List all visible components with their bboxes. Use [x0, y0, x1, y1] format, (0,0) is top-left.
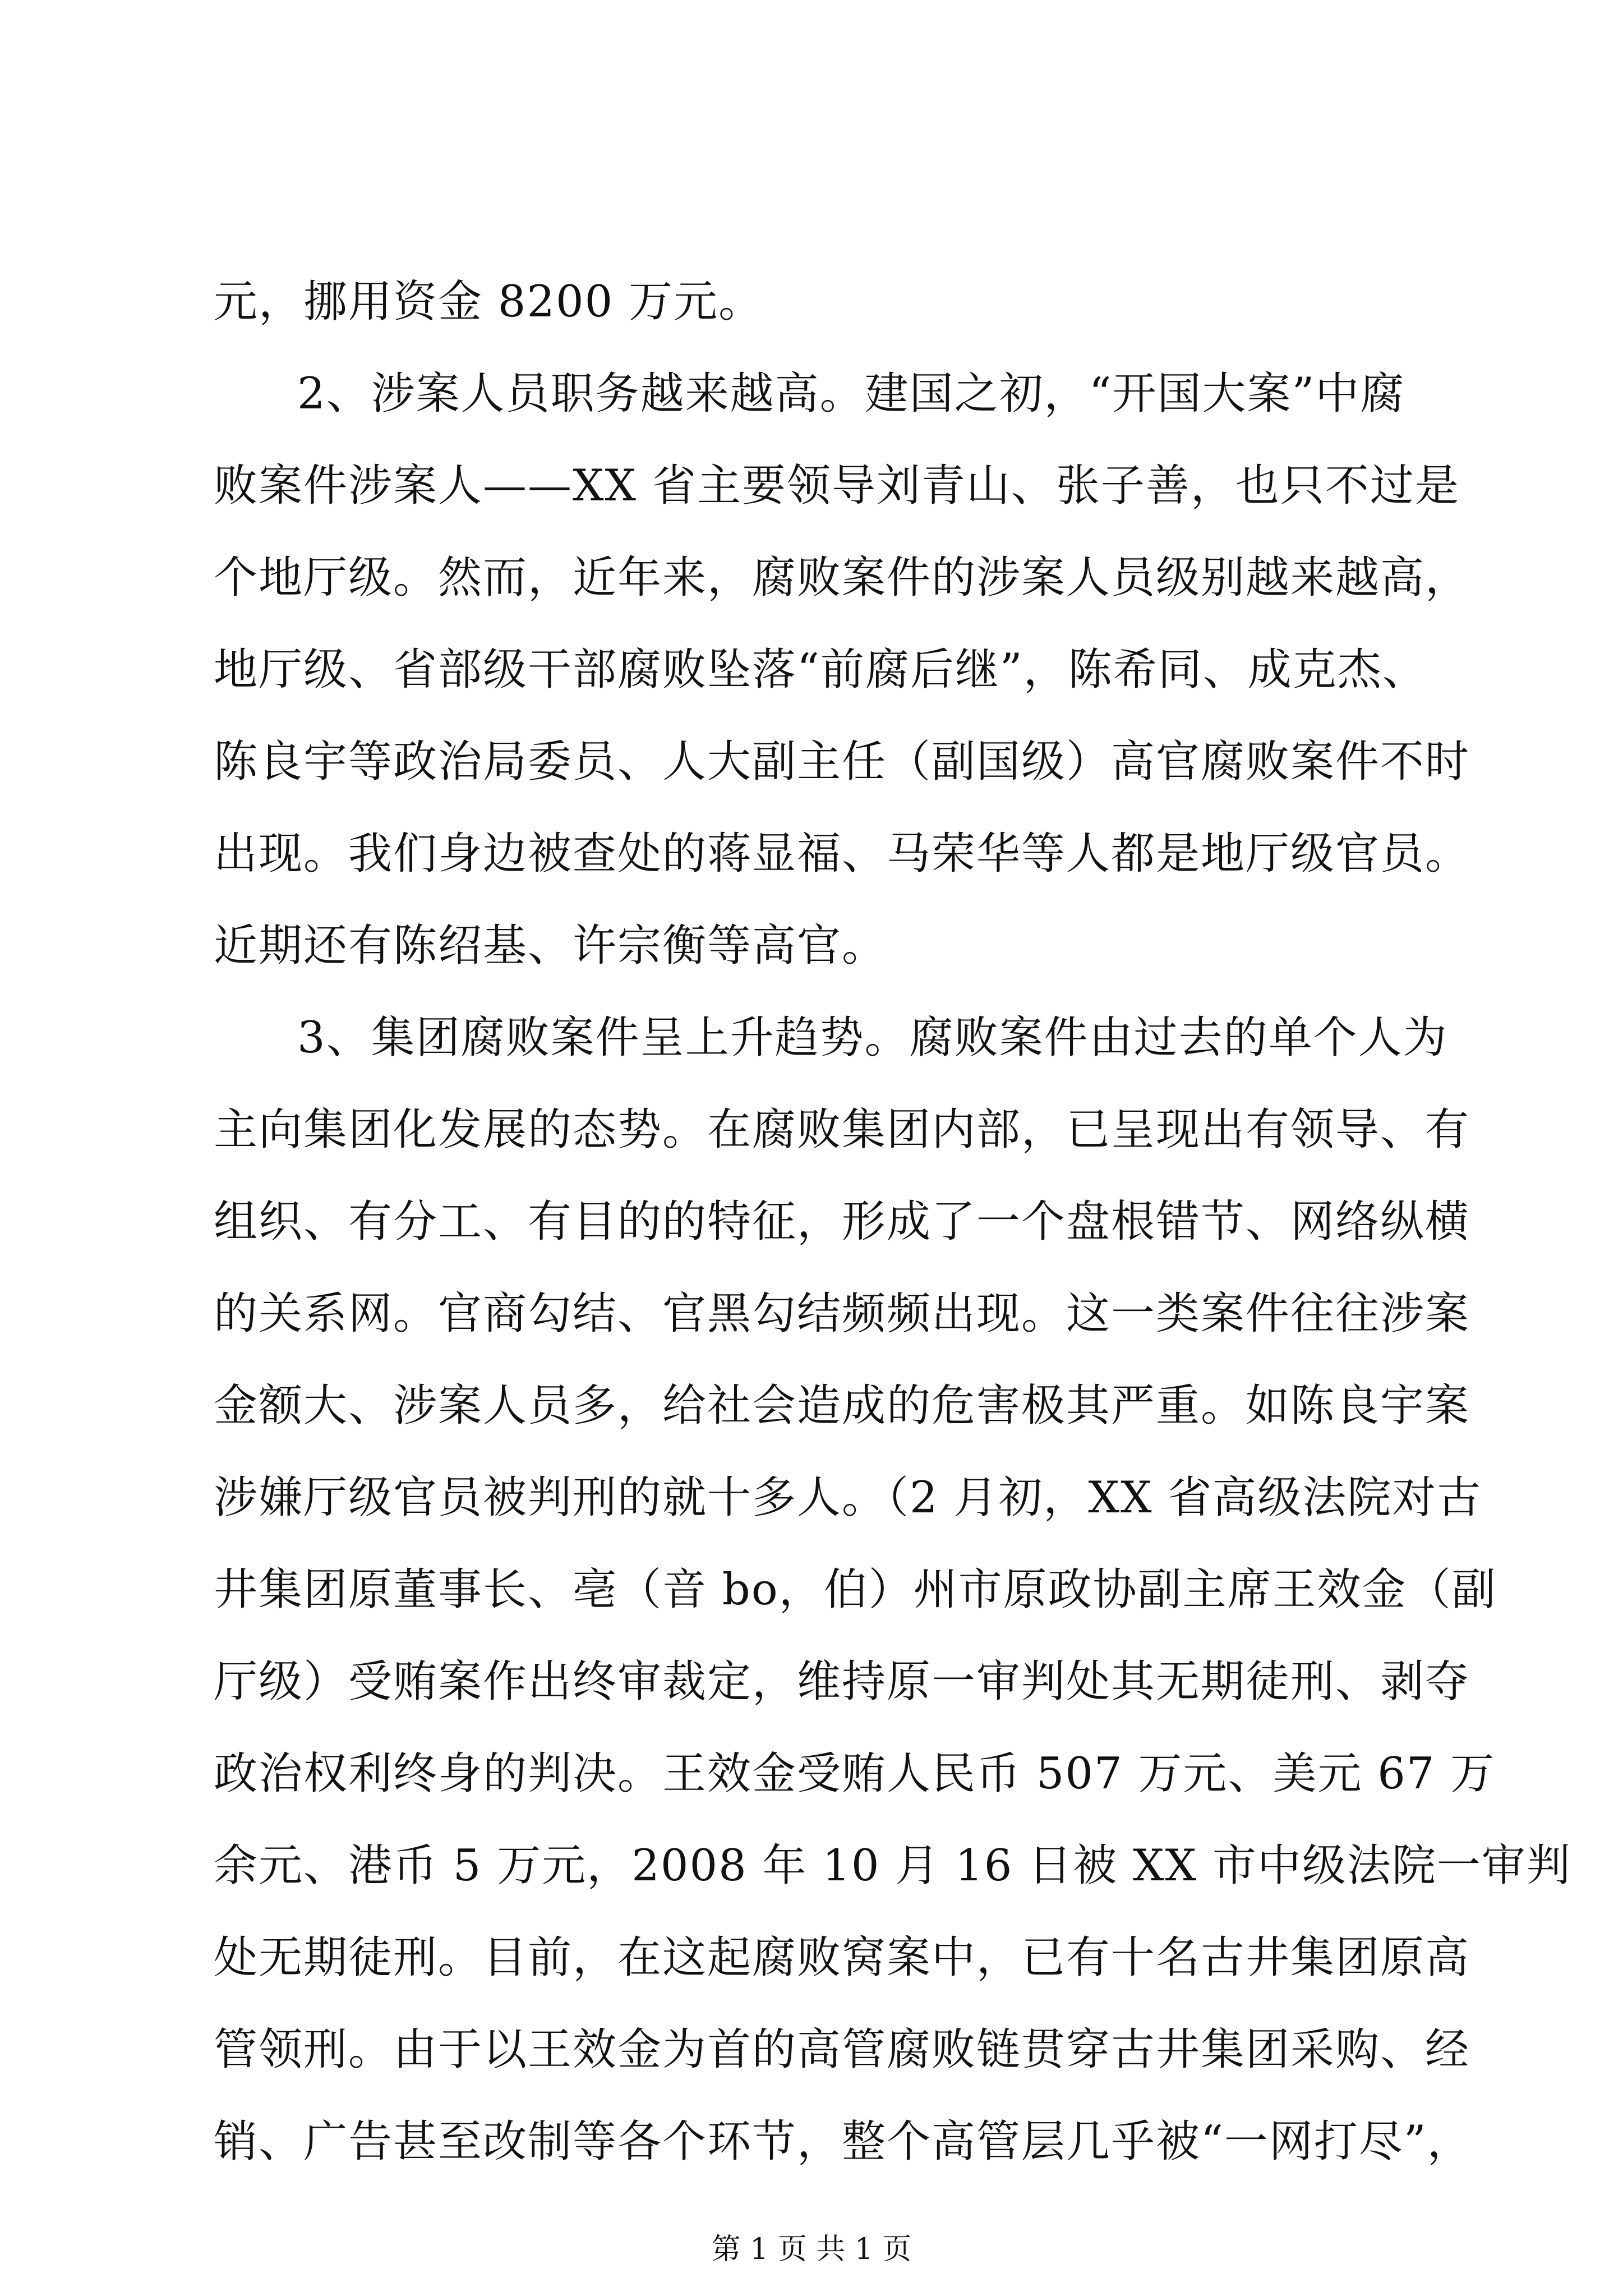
- body-line: 主向集团化发展的态势。在腐败集团内部，已呈现出有领导、有: [214, 1105, 1470, 1155]
- page-footer: 第 1 页 共 1 页: [711, 2233, 912, 2266]
- body-line: 销、广告甚至改制等各个环节，整个高管层几乎被“一网打尽”，: [214, 2116, 1472, 2167]
- body-line: 处无期徒刑。目前，在这起腐败窝案中，已有十名古井集团原高: [214, 1932, 1470, 1983]
- body-line: 近期还有陈绍基、许宗衡等高官。: [214, 921, 887, 971]
- body-line: 地厅级、省部级干部腐败坠落“前腐后继”，陈希同、成克杰、: [214, 645, 1427, 695]
- body-line: 厅级）受贿案作出终审裁定，维持原一审判处其无期徒刑、剥夺: [214, 1657, 1470, 1707]
- body-line: 3、集团腐败案件呈上升趋势。腐败案件由过去的单个人为: [297, 1013, 1448, 1063]
- body-line: 陈良宇等政治局委员、人大副主任（副国级）高官腐败案件不时: [214, 737, 1470, 787]
- body-line: 涉嫌厅级官员被判刑的就十多人。（2 月初，XX 省高级法院对古: [214, 1473, 1482, 1523]
- body-line: 元，挪用资金 8200 万元。: [214, 277, 764, 327]
- body-line: 管领刑。由于以王效金为首的高管腐败链贯穿古井集团采购、经: [214, 2024, 1470, 2075]
- body-line: 组织、有分工、有目的的特征，形成了一个盘根错节、网络纵横: [214, 1197, 1470, 1247]
- body-line: 井集团原董事长、亳（音 bo，伯）州市原政协副主席王效金（副: [214, 1565, 1497, 1615]
- body-line: 2、涉案人员职务越来越高。建国之初，“开国大案”中腐: [297, 369, 1405, 419]
- body-line: 金额大、涉案人员多，给社会造成的危害极其严重。如陈良宇案: [214, 1381, 1470, 1431]
- body-line: 的关系网。官商勾结、官黑勾结频频出现。这一类案件往往涉案: [214, 1289, 1470, 1339]
- body-line: 个地厅级。然而，近年来，腐败案件的涉案人员级别越来越高，: [214, 553, 1470, 603]
- body-line: 政治权利终身的判决。王效金受贿人民币 507 万元、美元 67 万: [214, 1749, 1496, 1799]
- body-line: 余元、港币 5 万元，2008 年 10 月 16 日被 XX 市中级法院一审判: [214, 1841, 1571, 1891]
- body-line: 出现。我们身边被查处的蒋显福、马荣华等人都是地厅级官员。: [214, 829, 1470, 879]
- body-line: 败案件涉案人——XX 省主要领导刘青山、张子善，也只不过是: [214, 461, 1460, 511]
